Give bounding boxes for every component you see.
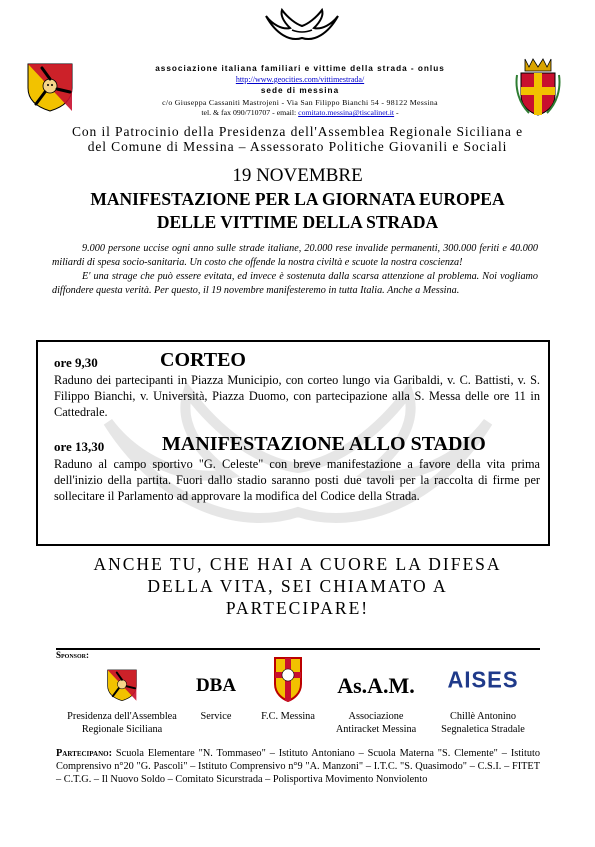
- asam-logo: As.A.M.: [337, 672, 415, 698]
- cta-line-1: ANCHE TU, CHE HAI A CUORE LA DIFESA: [93, 554, 502, 574]
- main-title-line-1: MANIFESTAZIONE PER LA GIORNATA EUROPEA: [90, 189, 505, 209]
- sponsor-ars: [52, 664, 192, 736]
- main-title-line-2: DELLE VITTIME DELLA STRADA: [156, 212, 439, 232]
- main-title: [20, 188, 575, 234]
- patronage: [20, 124, 575, 154]
- cta-line-3: PARTECIPARE!: [225, 598, 370, 618]
- sponsor-logo: [186, 664, 246, 706]
- aises-logo: AISES: [447, 665, 519, 693]
- event-description: Raduno dei partecipanti in Piazza Municipio, con corteo lungo via Garibaldi, v. C. Battisti, v. S. Filippo Bianchi, v. Università, Piazza Duomo, con partecipazione alla S. Messa delle ore 11 in Cattedrale.: [54, 373, 540, 419]
- sponsor-aises: [420, 664, 546, 736]
- sponsor-fc-messina: [250, 664, 326, 723]
- fc-messina-logo-icon: [271, 656, 305, 702]
- event-stadio: [54, 432, 540, 504]
- sponsor-line-2: Regionale Siciliana: [81, 724, 163, 735]
- date-title: 19 NOVEMBRE: [232, 165, 363, 186]
- event-corteo: [54, 348, 540, 420]
- org-contact-prefix: tel. & fax 090/710707 - email:: [201, 108, 299, 117]
- call-to-action: [30, 553, 565, 619]
- event-title: CORTEO: [160, 349, 246, 371]
- sponsor-line-1: Presidenza dell'Assemblea: [67, 711, 177, 722]
- sponsor-line-1: Chillè Antonino: [449, 711, 517, 722]
- intro-paragraph-1: 9.000 persone uccise ogni anno sulle strade italiane, 20.000 rese invalide permanenti, 300.000 feriti e 40.000 miliardi di spesa socio-sanitaria. Un costo che offende la nostra civiltà e scuote la nostra coscienza!: [52, 243, 538, 268]
- sponsor-logo: [420, 658, 546, 700]
- participants-label: Partecipano:: [56, 748, 113, 759]
- participants: [56, 747, 540, 786]
- org-url: [110, 75, 490, 84]
- sicily-trinacria-icon: [24, 62, 76, 112]
- dba-logo: DBA: [195, 674, 237, 696]
- org-name: associazione italiana familiari e vittime della strada - onlus: [155, 64, 445, 73]
- event-title: MANIFESTAZIONE ALLO STADIO: [162, 433, 486, 455]
- sponsor-line-1: Service: [200, 711, 232, 722]
- event-description: Raduno al campo sportivo "G. Celeste" con breve manifestazione a favore della vita prima dell'inizio della partita. Fuori dallo stadio saranno posti due tavoli per la raccolta di firme per sollecitare il Parlamento ad approvare la modifica del Codice della Strada.: [54, 457, 540, 503]
- sponsor-logo: [330, 664, 422, 706]
- org-contact-suffix: -: [394, 108, 399, 117]
- org-seat: sede di messina: [260, 86, 340, 95]
- participants-text: Scuola Elementare "N. Tommaseo" – Istituto Antoniano – Scuola Materna "S. Clemente" – Istituto Comprensivo n°20 "G. Pascoli" – Istituto Comprensivo n°9 "A. Manzoni" – I.T.C. "S. Quasimodo" – C.S.I. – FITET – C.T.G. – Il Nuovo Soldo – Comitato Sicurstrada – Polisportiva Movimento Nonviolento: [56, 748, 540, 785]
- event-header: [54, 432, 540, 456]
- sponsor-asam: [330, 664, 422, 736]
- org-contact: [100, 108, 500, 117]
- org-url-link[interactable]: http://www.geocities.com/vittimestrada/: [235, 75, 365, 84]
- org-address: c/o Giuseppa Cassaniti Mastrojeni - Via San Filippo Bianchi 54 - 98122 Messina: [162, 98, 438, 107]
- event-header: [54, 348, 540, 372]
- program-box: [36, 340, 550, 546]
- cta-line-2: DELLA VITA, SEI CHIAMATO A: [147, 576, 448, 596]
- sponsor-line-1: F.C. Messina: [261, 711, 315, 722]
- patronage-line-1: Con il Patrocinio della Presidenza dell'Assemblea Regionale Siciliana e: [72, 124, 523, 139]
- sponsor-logo: [52, 664, 192, 706]
- sponsor-line-2: Segnaletica Stradale: [441, 724, 525, 735]
- sponsor-divider: [56, 648, 540, 650]
- intro-text: [52, 242, 538, 298]
- sponsor-label: Sponsor:: [56, 650, 90, 660]
- intro-paragraph-2: E' una strage che può essere evitata, ed invece è sostenuta dalla scarsa attenzione al problema. Noi vogliamo diffondere questa verità. Per questo, il 19 novembre manifesteremo in tutta Italia. Anche a Messina.: [52, 271, 538, 296]
- event-time: ore 13,30: [54, 439, 105, 454]
- org-email-link[interactable]: comitato.messina@tiscalinet.it: [298, 108, 395, 117]
- sponsor-dba: [186, 664, 246, 723]
- hands-logo-icon: [262, 4, 342, 48]
- event-time: ore 9,30: [54, 355, 98, 370]
- sponsor-line-2: Antiracket Messina: [335, 724, 417, 735]
- sicily-trinacria-icon: [105, 666, 139, 704]
- patronage-line-2: del Comune di Messina – Assessorato Politiche Giovanili e Sociali: [87, 139, 508, 154]
- sponsor-line-1: Associazione: [348, 711, 404, 722]
- messina-coat-of-arms-icon: [515, 55, 561, 117]
- sponsor-logo: [250, 656, 326, 702]
